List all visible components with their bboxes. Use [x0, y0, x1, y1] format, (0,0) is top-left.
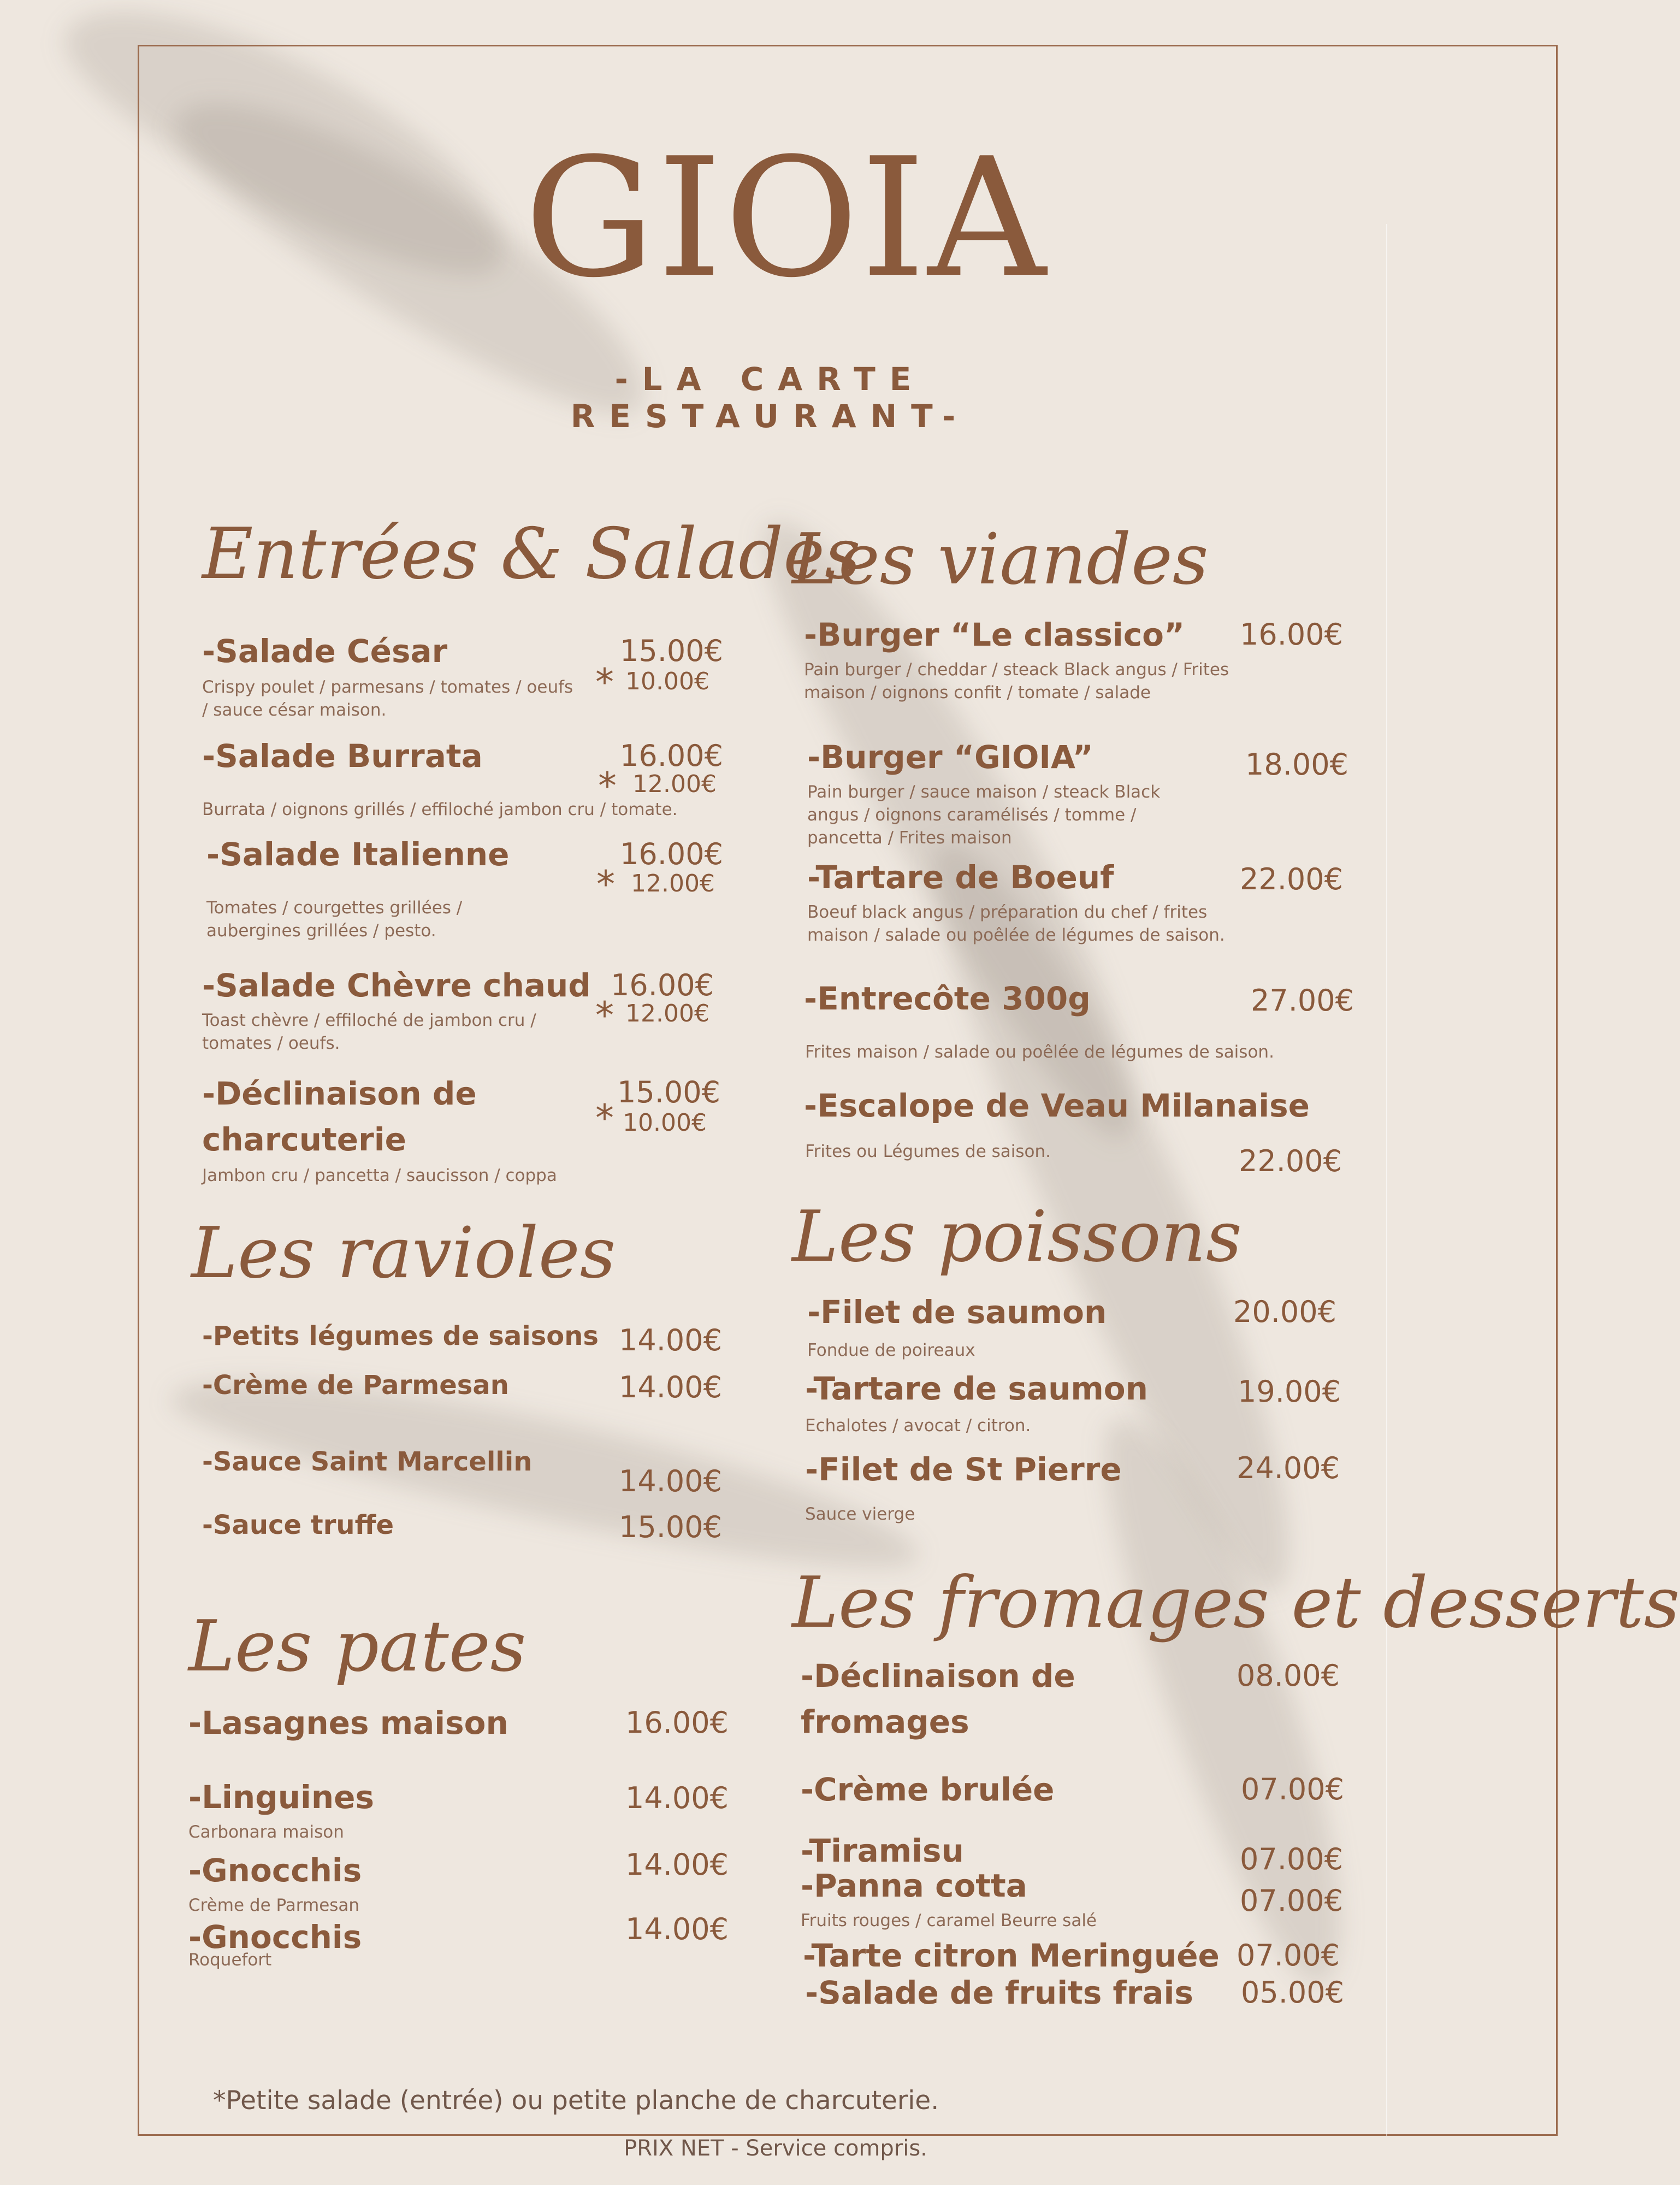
star-icon: * [596, 863, 615, 906]
menu-item-name: -Salade de fruits frais [805, 1974, 1193, 2011]
menu-item-name: -Crème brulée [801, 1771, 1055, 1808]
menu-item-price: 22.00€ [1240, 862, 1343, 896]
menu-item-price: 27.00€ [1251, 983, 1354, 1018]
star-icon: * [595, 994, 614, 1037]
menu-item-desc: Fondue de poireaux [807, 1340, 975, 1360]
menu-item-price: 07.00€ [1240, 1842, 1343, 1876]
menu-item-desc: Tomates / courgettes grillées / aubergines grillées / pesto. [206, 898, 463, 941]
star-icon: * [598, 765, 617, 808]
menu-item-price: 14.00€ [619, 1323, 722, 1357]
menu-item-name: -Déclinaison de fromages [801, 1657, 1075, 1741]
menu-item-price: 20.00€ [1233, 1295, 1336, 1329]
menu-item-name: -Salade Italienne [206, 836, 510, 873]
menu-item-desc: Carbonara maison [188, 1822, 344, 1842]
menu-item-name: -Déclinaison de charcuterie [202, 1075, 477, 1159]
menu-item-price: 15.00€ [620, 634, 723, 668]
brand-logo: GIOIA [524, 123, 1049, 314]
menu-item-name: -Entrecôte 300g [804, 980, 1091, 1017]
menu-item-price: 16.00€ [620, 739, 723, 773]
menu-item-name: -Tartare de saumon [805, 1370, 1148, 1407]
menu-item-price: 14.00€ [625, 1781, 729, 1815]
menu-item-price: 22.00€ [1239, 1144, 1342, 1178]
menu-item-price: 05.00€ [1241, 1975, 1344, 2010]
section-title-pates: Les pates [188, 1606, 527, 1687]
menu-item-price: 07.00€ [1241, 1772, 1344, 1806]
menu-item-name: -Lasagnes maison [188, 1704, 508, 1741]
menu-item-desc: Toast chèvre / effiloché de jambon cru / tomates / oeufs. [202, 1011, 536, 1053]
menu-item-price: 14.00€ [619, 1370, 722, 1404]
section-title-entrees: Entrées & Salades [202, 513, 861, 595]
menu-item-price: 24.00€ [1237, 1451, 1340, 1485]
menu-item-price: 16.00€ [625, 1705, 729, 1740]
menu-item-desc: Frites maison / salade ou poêlée de légumes de saison. [805, 1042, 1274, 1062]
menu-item-name: -Burger “Le classico” [804, 616, 1185, 653]
menu-item-small-price: 10.00€ [623, 1109, 707, 1137]
menu-item-price: 16.00€ [611, 968, 714, 1002]
menu-item-small-price: 12.00€ [631, 870, 715, 897]
menu-item-name: -Filet de saumon [807, 1294, 1107, 1331]
menu-item-name: -Sauce truffe [202, 1510, 394, 1540]
menu-item-name: -Escalope de Veau Milanaise [804, 1087, 1310, 1124]
menu-item-price: 14.00€ [625, 1912, 729, 1946]
menu-item-desc: Crispy poulet / parmesans / tomates / oeufs / sauce césar maison. [202, 677, 573, 720]
menu-item-price: 07.00€ [1240, 1883, 1343, 1918]
menu-item-name: -Salade Burrata [202, 737, 483, 775]
menu-item-desc: Burrata / oignons grillés / effiloché jambon cru / tomate. [202, 800, 678, 819]
menu-item-price: 15.00€ [617, 1075, 720, 1109]
menu-item-small-price: 10.00€ [625, 668, 709, 695]
section-title-raviolis: Les ravioles [191, 1213, 616, 1294]
menu-item-desc: Roquefort [188, 1950, 272, 1970]
menu-item-desc: Pain burger / cheddar / steack Black angus / Frites maison / oignons confit / tomate / salade [804, 660, 1229, 702]
menu-item-desc: Boeuf black angus / préparation du chef / frites maison / salade ou poêlée de légumes de saison. [807, 902, 1225, 945]
menu-inner-rule [1386, 224, 1387, 2136]
menu-item-desc: Echalotes / avocat / citron. [805, 1416, 1031, 1436]
menu-item-name: -Sauce Saint Marcellin [202, 1446, 533, 1477]
section-title-viandes: Les viandes [792, 519, 1209, 600]
menu-item-desc: Crème de Parmesan [188, 1895, 360, 1915]
menu-item-price: 14.00€ [619, 1464, 722, 1498]
menu-item-name: -Tiramisu [801, 1832, 964, 1869]
menu-item-name: -Gnocchis [188, 1918, 362, 1956]
menu-item-price: 19.00€ [1238, 1374, 1341, 1409]
menu-item-desc: Sauce vierge [805, 1504, 915, 1524]
menu-item-name: -Salade Chèvre chaud [202, 967, 591, 1004]
menu-item-name: -Crème de Parmesan [202, 1370, 509, 1401]
menu-item-name: -Petits légumes de saisons [202, 1321, 599, 1351]
footer-note: *Petite salade (entrée) ou petite planche de charcuterie. [213, 2086, 939, 2116]
menu-item-name: -Gnocchis [188, 1852, 362, 1889]
menu-item-desc: Fruits rouges / caramel Beurre salé [801, 1911, 1097, 1930]
menu-item-name: -Salade César [202, 633, 448, 670]
menu-item-desc: Pain burger / sauce maison / steack Black angus / oignons caramélisés / tomme / pancetta / Frites maison [807, 782, 1161, 848]
star-icon: * [595, 1097, 614, 1140]
menu-item-price: 15.00€ [619, 1510, 722, 1544]
menu-item-price: 16.00€ [1240, 617, 1343, 652]
menu-item-price: 18.00€ [1245, 747, 1348, 782]
menu-item-price: 14.00€ [625, 1847, 729, 1882]
section-title-desserts: Les fromages et desserts [792, 1562, 1680, 1644]
menu-item-small-price: 12.00€ [625, 1000, 709, 1027]
menu-item-desc: Jambon cru / pancetta / saucisson / coppa [202, 1166, 557, 1185]
menu-item-name: -Panna cotta [801, 1867, 1027, 1904]
menu-item-name: -Burger “GIOIA” [807, 739, 1093, 776]
menu-item-name: -Tartare de Boeuf [807, 859, 1114, 896]
menu-subtitle: -LA CARTE RESTAURANT- [570, 361, 970, 435]
menu-item-small-price: 12.00€ [632, 770, 717, 798]
menu-item-price: 16.00€ [620, 837, 723, 871]
menu-item-price: 08.00€ [1237, 1658, 1340, 1693]
menu-item-price: 07.00€ [1237, 1938, 1340, 1973]
menu-item-name: -Tarte citron Meringuée [803, 1937, 1220, 1974]
menu-item-name: -Filet de St Pierre [805, 1451, 1122, 1488]
section-title-poissons: Les poissons [792, 1196, 1242, 1278]
star-icon: * [595, 661, 614, 704]
menu-item-desc: Frites ou Légumes de saison. [805, 1142, 1051, 1161]
footer-price-note: PRIX NET - Service compris. [624, 2136, 927, 2161]
menu-item-name: -Linguines [188, 1779, 375, 1816]
